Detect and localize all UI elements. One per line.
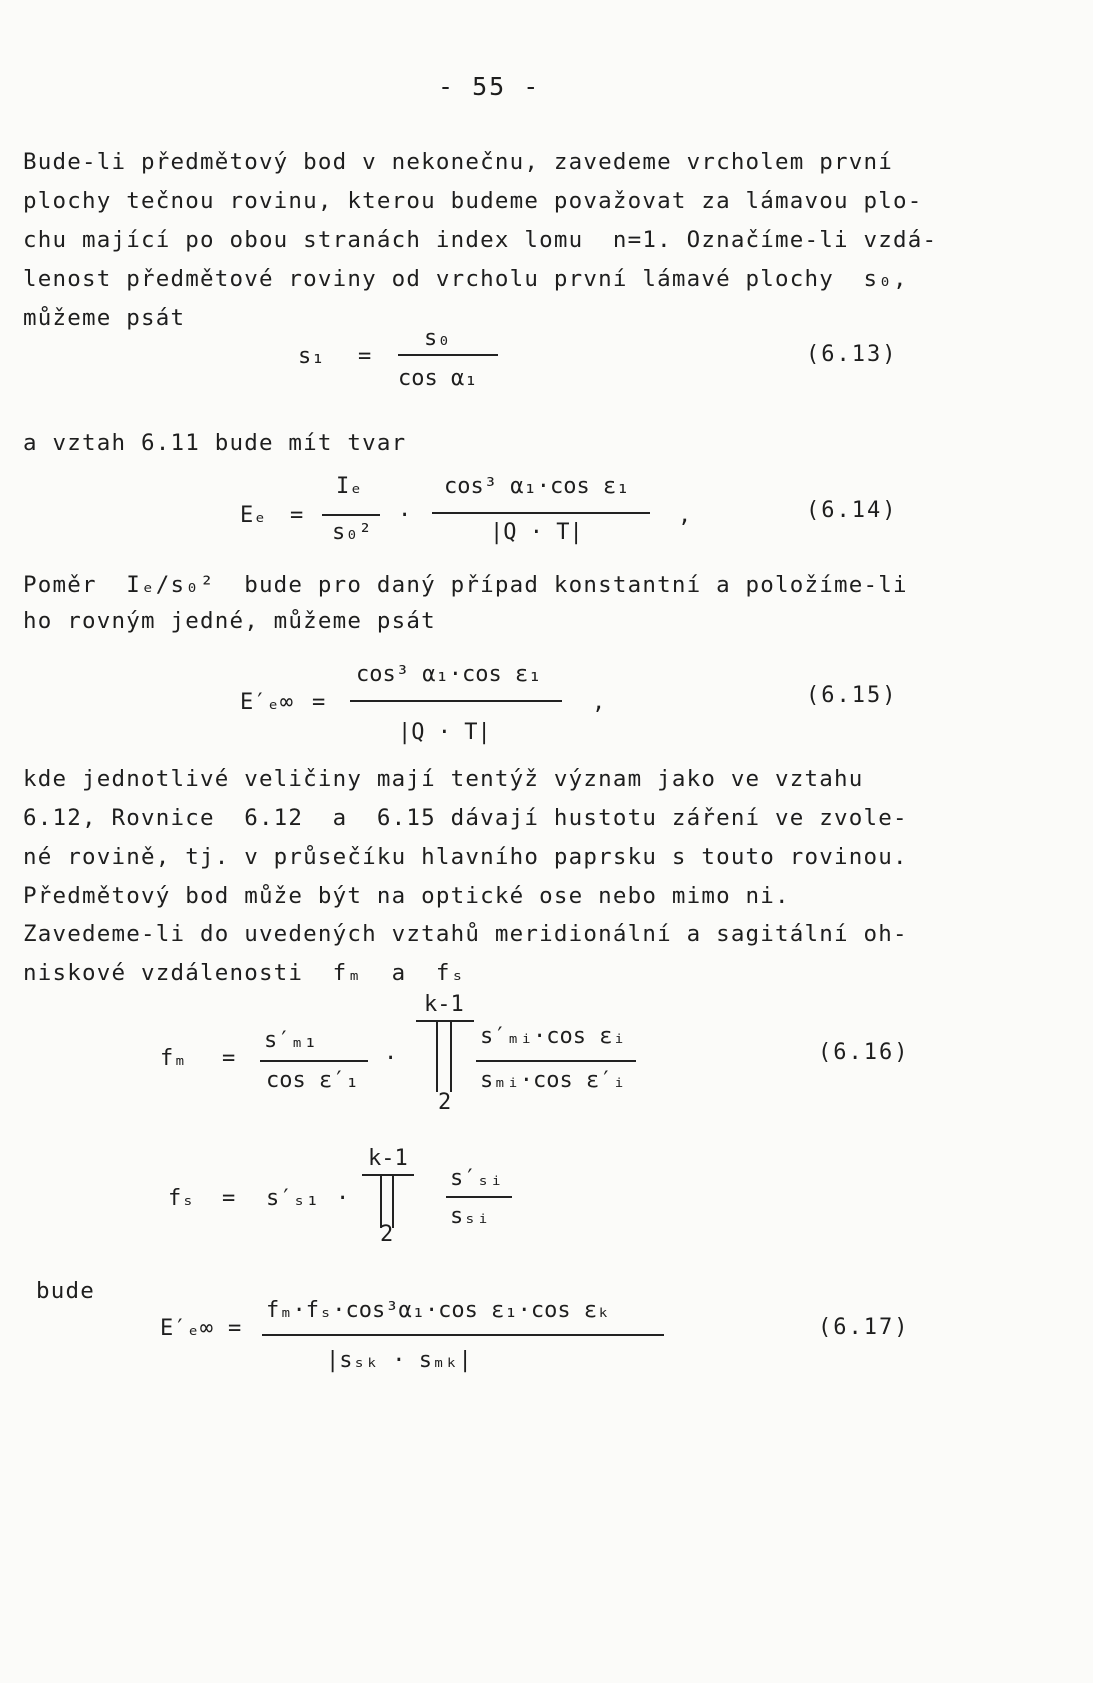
eq14-frac1-bar xyxy=(322,514,380,516)
eq16-product-lower: 2 xyxy=(438,1090,452,1115)
eq16-frac1-numerator: s′ₘ₁ xyxy=(264,1028,317,1053)
eqfs-denominator: sₛᵢ xyxy=(450,1204,490,1229)
eq17-equals: = xyxy=(228,1316,242,1341)
eqfs-term: s′ₛ₁ xyxy=(266,1186,319,1211)
eq15-number: (6.15) xyxy=(806,683,898,708)
eq13-equals: = xyxy=(358,344,372,369)
eq15-comma: , xyxy=(592,690,606,715)
eqfs-fraction-bar xyxy=(446,1196,512,1198)
eq17-lhs: E′ₑ∞ xyxy=(160,1316,213,1341)
eqfs-equals: = xyxy=(222,1186,236,1211)
page-number: - 55 - xyxy=(438,72,541,101)
eq16-dot: · xyxy=(384,1046,398,1071)
eq13-fraction-bar xyxy=(398,354,498,356)
eq14-comma: , xyxy=(678,503,692,528)
paragraph-intro: Bude-li předmětový bod v nekonečnu, zavedeme vrcholem první plochy tečnou rovinu, kterou budeme považovat za lámavou plo- chu mající po obou stranách index lomu n=1. Označíme-li vzdá- lenost předmětové roviny od vrcholu první lámavé plochy s₀, můžeme psát xyxy=(23,149,938,331)
eq15-numerator: cos³ α₁·cos ε₁ xyxy=(356,662,542,687)
eq14-number: (6.14) xyxy=(806,498,898,523)
eq13-numerator: s₀ xyxy=(424,326,451,351)
eqfs-dot: · xyxy=(336,1186,350,1211)
eq17-numerator: fₘ·fₛ·cos³α₁·cos ε₁·cos εₖ xyxy=(266,1298,611,1323)
eqfs-numerator: s′ₛᵢ xyxy=(450,1166,503,1191)
eq14-lhs: Eₑ xyxy=(240,503,267,528)
paragraph-ratio-line1: Poměr Iₑ/s₀² bude pro daný případ konstantní a položíme-li xyxy=(23,572,908,598)
eqfs-product-leg-right xyxy=(392,1176,394,1228)
eq17-number: (6.17) xyxy=(818,1315,910,1340)
eq13-number: (6.13) xyxy=(806,342,898,367)
eqfs-product-upper: k-1 xyxy=(368,1146,408,1171)
eq14-frac2-bar xyxy=(432,512,650,514)
eqfs-product-top xyxy=(362,1174,414,1176)
paragraph-focal-lengths: Zavedeme-li do uvedených vztahů meridionální a sagitální oh- niskové vzdálenosti fₘ a fₛ xyxy=(23,921,908,986)
eq15-equals: = xyxy=(312,690,326,715)
eq13-lhs: s₁ xyxy=(298,344,325,369)
eq16-equals: = xyxy=(222,1046,236,1071)
paragraph-relation: a vztah 6.11 bude mít tvar xyxy=(23,430,407,456)
eq14-frac1-denominator: s₀² xyxy=(332,520,372,545)
eq13-denominator: cos α₁ xyxy=(398,366,478,391)
eq16-frac1-bar xyxy=(260,1060,368,1062)
eqfs-product-leg-left xyxy=(380,1176,382,1228)
eqfs-product-lower: 2 xyxy=(380,1222,394,1247)
eq16-frac2-denominator: sₘᵢ·cos ε′ᵢ xyxy=(480,1068,626,1093)
eq14-dot: · xyxy=(398,503,412,528)
eq15-denominator: |Q · T| xyxy=(398,720,491,745)
eq14-equals: = xyxy=(290,503,304,528)
eq17-fraction-bar xyxy=(262,1334,664,1336)
eq15-lhs: E′ₑ∞ xyxy=(240,690,293,715)
eq17-denominator: |sₛₖ · sₘₖ| xyxy=(326,1348,472,1373)
eq14-frac2-numerator: cos³ α₁·cos ε₁ xyxy=(444,474,630,499)
paragraph-bude: bude xyxy=(36,1278,95,1304)
paragraph-quantities: kde jednotlivé veličiny mají tentýž význam jako ve vztahu 6.12, Rovnice 6.12 a 6.15 dávají hustotu záření ve zvole- né rovině, tj. v průsečíku hlavního paprsku s touto rovinou. Předmětový bod může být na optické ose nebo mimo ni. xyxy=(23,766,908,909)
eq16-product-leg-left xyxy=(436,1022,438,1092)
eq16-lhs: fₘ xyxy=(160,1046,187,1071)
eq16-number: (6.16) xyxy=(818,1040,910,1065)
eq16-product-upper: k-1 xyxy=(424,992,464,1017)
eq16-product-leg-right xyxy=(450,1022,452,1092)
eq16-frac2-numerator: s′ₘᵢ·cos εᵢ xyxy=(480,1024,626,1049)
paragraph-ratio-line2: ho rovným jedné, můžeme psát xyxy=(23,608,436,634)
eq16-product-top xyxy=(416,1020,474,1022)
eq16-frac2-bar xyxy=(476,1060,636,1062)
eq14-frac1-numerator: Iₑ xyxy=(336,474,363,499)
eq16-frac1-denominator: cos ε′₁ xyxy=(266,1068,359,1093)
eqfs-lhs: fₛ xyxy=(168,1186,195,1211)
eq14-frac2-denominator: |Q · T| xyxy=(490,520,583,545)
eq15-fraction-bar xyxy=(350,700,562,702)
